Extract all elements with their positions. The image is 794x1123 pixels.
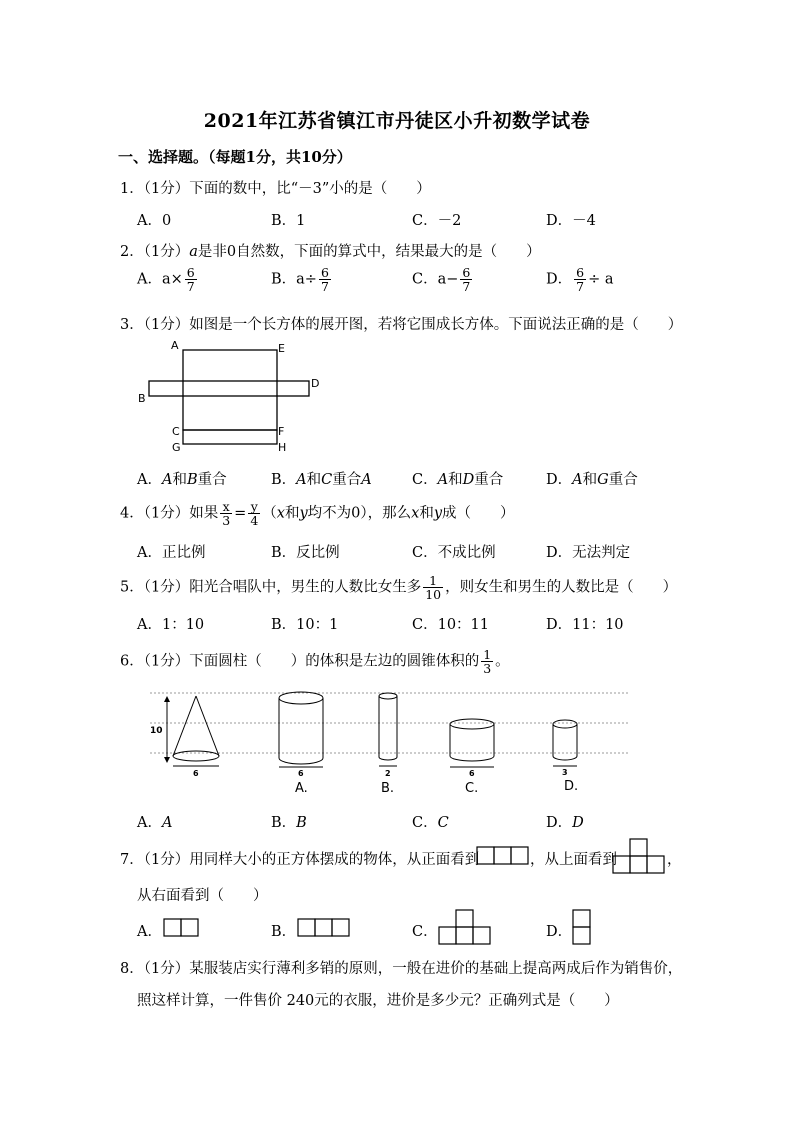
q2-a-frac-num: 6	[186, 265, 195, 280]
q3-a-post: 重合	[197, 472, 227, 488]
q6-cyl-a-diameter: 6	[298, 769, 304, 778]
q4-and2: 和	[419, 505, 434, 522]
q4-x: x	[276, 505, 285, 522]
q6-cyl-a-label: A.	[295, 781, 308, 796]
q3-a-mid: 和	[172, 472, 187, 488]
q6-cone-cylinders-figure	[140, 686, 630, 798]
q2-d-expr: ÷ a	[588, 271, 614, 288]
q4-fraction-y4	[248, 500, 260, 527]
question-7-stem-part1: 7．（1分）用同样大小的正方体摆成的物体，从正面看到	[120, 852, 480, 868]
q4-fraction-x3	[220, 500, 232, 527]
q2-option-d	[546, 266, 614, 293]
q6-c-pre: C．	[412, 815, 438, 831]
q7-option-a-figure	[163, 918, 201, 938]
q7-option-b-label: B．	[271, 924, 297, 940]
q5-post: ，则女生和男生的人数比是（ ）	[445, 579, 678, 596]
q3-label-e: E	[278, 342, 285, 355]
q6-cone-right-edge	[196, 696, 219, 756]
q6-cyl-b-diameter: 2	[385, 769, 391, 778]
q3-b-post: 重合	[332, 472, 362, 488]
q3-net-cross-strip	[149, 381, 309, 396]
q3-c-v2: D	[462, 472, 475, 488]
q2-stem-text: 是非0自然数，下面的算式中，结果最大的是（ ）	[197, 244, 541, 260]
q7-front-cell-1	[477, 847, 494, 864]
q3-label-h: H	[278, 441, 287, 454]
q3-d-mid: 和	[582, 472, 598, 488]
q6-cyl-d-label: D.	[564, 779, 579, 794]
q3-label-g: G	[172, 441, 181, 454]
q6-height-arrow-bottom	[164, 757, 170, 763]
q2-d-frac-den: 7	[576, 279, 585, 294]
q7-front-cell-2	[494, 847, 511, 864]
q5-option-a: A．1：10	[137, 617, 205, 633]
q6-f-den: 3	[483, 661, 492, 676]
q7-option-d-figure	[572, 909, 592, 945]
q6-cyl-b-bottom	[379, 757, 397, 760]
q6-d-pre: D．	[546, 815, 573, 831]
q5-option-d: D．11：10	[546, 617, 624, 633]
question-6-stem	[120, 648, 510, 675]
q3-d-v2: G	[597, 472, 609, 488]
q2-b-frac-den: 7	[320, 279, 329, 294]
q6-cyl-c-bottom	[450, 756, 494, 761]
q6-cone-diameter: 6	[193, 769, 199, 778]
q6-cyl-d-diameter: 3	[562, 768, 568, 777]
q3-b-mid: 和	[306, 472, 322, 488]
q6-cyl-c-diameter: 6	[469, 769, 475, 778]
q2-option-b	[271, 266, 333, 293]
question-7-stem-part2: ，从上面看到	[530, 852, 617, 868]
q3-a-pre: A．	[137, 472, 162, 488]
q3-net-figure	[134, 338, 334, 456]
q6-post: 。	[495, 653, 510, 670]
question-7-stem-part3: ，	[667, 852, 682, 868]
q7-option-b-figure	[297, 918, 352, 938]
q4-f2-den: 4	[250, 513, 259, 528]
q3-a-v2: B	[186, 472, 198, 488]
q7-option-c-figure	[438, 909, 492, 945]
q7-top-cell-2	[630, 856, 647, 873]
q2-a-expr: a×	[161, 271, 183, 288]
q4-f1-den: 3	[222, 513, 231, 528]
q2-c-frac-num: 6	[462, 265, 471, 280]
q6-c-v: C	[437, 815, 449, 831]
q4-y2: y	[433, 505, 443, 522]
q6-height-arrow-top	[164, 696, 170, 702]
q6-option-b	[271, 811, 307, 832]
question-8-stem-line2: 照这样计算，一件售价 240元的衣服，进价是多少元？正确列式是（ ）	[137, 993, 619, 1009]
q6-cyl-d-top	[553, 720, 577, 728]
q3-label-f: F	[278, 425, 285, 438]
q2-a-label: A．	[137, 271, 162, 288]
q2-d-label: D．	[546, 271, 573, 288]
q5-f-den: 10	[425, 587, 442, 602]
q2-b-label: B．	[271, 271, 297, 288]
q7-a-cell-1	[164, 919, 181, 936]
q4-y: y	[299, 505, 308, 522]
q3-c-v1: A	[437, 472, 449, 488]
q6-pre: 6．（1分）下面圆柱（ ）的体积是左边的圆锥体积的	[120, 653, 480, 670]
q6-cyl-b-top	[379, 693, 397, 699]
q1-option-d: D．－4	[546, 213, 596, 229]
section-heading: 一、选择题。（每题1分，共10分）	[118, 148, 352, 166]
q6-a-v: A	[161, 815, 173, 831]
q2-d-frac-num: 6	[576, 265, 585, 280]
q2-d-fraction	[574, 266, 586, 293]
q2-b-fraction	[319, 266, 331, 293]
q4-option-b: B．反比例	[271, 545, 340, 561]
q7-b-cell-3	[332, 919, 349, 936]
q1-option-a: A．0	[137, 213, 172, 229]
q4-option-d: D．无法判定	[546, 545, 631, 561]
q7-a-cell-2	[181, 919, 198, 936]
q4-and: 和	[284, 505, 300, 522]
q6-cyl-c-label: C.	[465, 781, 479, 796]
question-8-stem-line1: 8．（1分）某服装店实行薄利多销的原则，一般在进价的基础上提高两成后作为销售价，	[120, 961, 683, 977]
q3-net-main-rect	[183, 350, 277, 430]
q6-f-num: 1	[483, 647, 492, 662]
q6-b-v: B	[296, 815, 307, 831]
q4-tail: 成（ ）	[442, 505, 515, 522]
q7-b-cell-1	[298, 919, 315, 936]
q1-option-c: C．－2	[412, 213, 462, 229]
q2-c-expr: a−	[437, 271, 459, 288]
q3-b-pre: B．	[271, 472, 297, 488]
q4-f1-num: x	[220, 500, 232, 514]
q7-c-cell-upper	[456, 910, 473, 927]
q3-label-c: C	[172, 425, 180, 438]
q3-a-v1: A	[161, 472, 173, 488]
page-title: 2021年江苏省镇江市丹徒区小升初数学试卷	[203, 110, 591, 132]
q6-cyl-a-top	[279, 692, 323, 704]
q6-cyl-d-bottom	[553, 756, 577, 760]
q3-d-post: 重合	[608, 472, 638, 488]
question-5-stem	[120, 574, 677, 601]
q6-b-pre: B．	[271, 815, 297, 831]
q4-option-a: A．正比例	[137, 545, 206, 561]
q6-option-d	[546, 811, 584, 832]
q2-c-label: C．	[412, 271, 438, 288]
q2-number: 2．（1分）	[120, 244, 190, 260]
q4-x2: x	[411, 505, 420, 522]
q3-net-bottom-strip	[183, 430, 277, 444]
q7-option-c-label: C．	[412, 924, 438, 940]
q7-top-cell-upper	[630, 839, 647, 856]
q4-eq: =	[234, 505, 247, 522]
q2-c-fraction	[460, 266, 472, 293]
q1-option-b: B．1	[271, 213, 306, 229]
question-7-stem-line2: 从右面看到（ ）	[137, 888, 268, 904]
q4-p2: 均不为0），那么	[307, 505, 412, 522]
q7-b-cell-2	[315, 919, 332, 936]
q2-option-c	[412, 266, 474, 293]
q3-d-v1: A	[572, 472, 583, 488]
q6-cyl-c-top	[450, 719, 494, 729]
q5-f-num: 1	[423, 574, 443, 588]
q6-a-pre: A．	[137, 815, 162, 831]
question-2-stem	[120, 240, 541, 261]
q7-c-cell-2	[456, 927, 473, 944]
q4-option-c: C．不成比例	[412, 545, 496, 561]
q5-pre: 5．（1分）阳光合唱队中，男生的人数比女生多	[120, 579, 422, 596]
q7-d-cell-2	[573, 927, 590, 944]
q5-fraction	[423, 574, 443, 601]
q7-option-a-label: A．	[137, 924, 162, 940]
q6-cone-left-edge	[173, 696, 196, 756]
q2-b-frac-num: 6	[320, 265, 329, 280]
q6-height-label: 10	[150, 726, 163, 736]
q3-label-b: B	[138, 392, 146, 405]
q7-option-d-label: D．	[546, 924, 573, 940]
question-1-stem: 1．（1分）下面的数中，比“－3”小的是（ ）	[120, 181, 431, 197]
q5-option-b: B．10：1	[271, 617, 339, 633]
q5-option-c: C．10：11	[412, 617, 489, 633]
q3-label-d: D	[311, 377, 320, 390]
q3-option-a	[137, 468, 227, 489]
q4-p1: （	[262, 505, 277, 522]
q6-fraction	[481, 648, 493, 675]
q6-option-c	[412, 811, 449, 832]
q2-variable: a	[189, 244, 198, 260]
q3-option-b	[271, 468, 372, 489]
q2-c-frac-den: 7	[462, 279, 471, 294]
q3-b-v1: A	[296, 472, 307, 488]
q3-d-pre: D．	[546, 472, 573, 488]
q4-num: 4．（1分）如果	[120, 505, 219, 522]
q7-front-view-figure	[476, 846, 530, 865]
question-3-stem: 3．（1分）如图是一个长方体的展开图，若将它围成长方体。下面说法正确的是（ ）	[120, 317, 683, 333]
question-4-stem	[120, 500, 515, 527]
q7-front-cell-3	[511, 847, 528, 864]
q6-cyl-a-bottom	[279, 758, 323, 764]
q7-top-cell-3	[647, 856, 664, 873]
q3-b-v2: C	[321, 472, 333, 488]
q7-c-cell-3	[473, 927, 490, 944]
q3-c-post: 重合	[474, 472, 504, 488]
q7-d-cell-1	[573, 910, 590, 927]
q7-top-view-figure	[612, 838, 666, 874]
q6-cone-base	[173, 751, 219, 761]
q7-top-cell-1	[613, 856, 630, 873]
q6-d-v: D	[572, 815, 584, 831]
q3-option-d	[546, 468, 638, 489]
q2-a-frac-den: 7	[186, 279, 195, 294]
q3-label-a: A	[171, 339, 179, 352]
q7-c-cell-1	[439, 927, 456, 944]
q3-c-pre: C．	[412, 472, 438, 488]
q2-b-expr: a÷	[296, 271, 317, 288]
q2-option-a	[137, 266, 199, 293]
q3-c-mid: 和	[448, 472, 463, 488]
q3-b-tail: A	[361, 472, 372, 488]
q6-option-a	[137, 811, 172, 832]
q4-f2-num: y	[248, 500, 260, 514]
q2-a-fraction	[185, 266, 197, 293]
q6-cyl-b-label: B.	[381, 781, 395, 796]
q3-option-c	[412, 468, 503, 489]
